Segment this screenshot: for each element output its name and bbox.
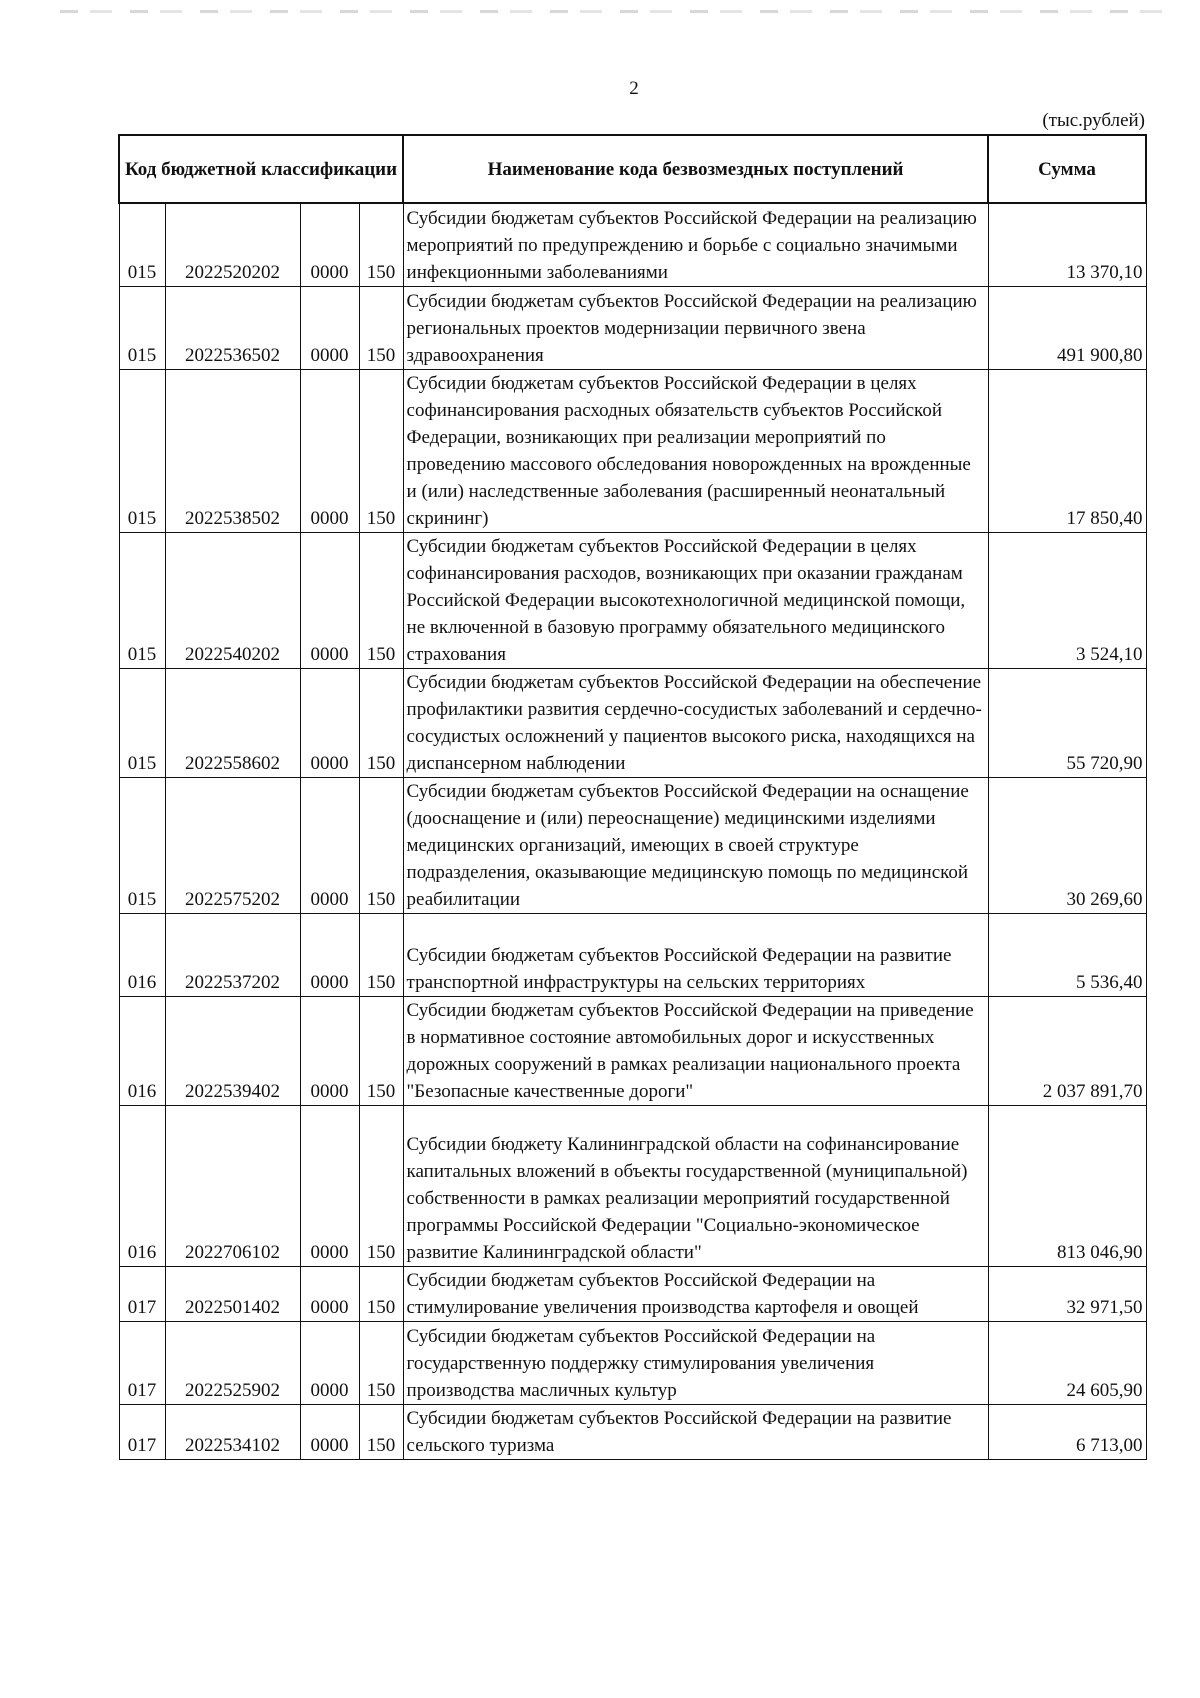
- table-row: [119, 287, 1146, 370]
- program-code: 0000: [300, 1106, 359, 1267]
- table-row: [119, 778, 1146, 914]
- amount: 30 269,60: [988, 778, 1146, 914]
- amount: 3 524,10: [988, 533, 1146, 669]
- program-code: 0000: [300, 1405, 359, 1460]
- type-code: 150: [359, 1405, 403, 1460]
- program-code: 0000: [300, 287, 359, 370]
- table-row: [119, 1267, 1146, 1322]
- program-code: 0000: [300, 533, 359, 669]
- table-header-row: [119, 135, 1146, 203]
- budget-code: 2022540202: [165, 533, 300, 669]
- table-row: [119, 203, 1146, 287]
- admin-code: 017: [119, 1322, 165, 1405]
- amount: 55 720,90: [988, 669, 1146, 778]
- budget-code: 2022575202: [165, 778, 300, 914]
- type-code: 150: [359, 1106, 403, 1267]
- budget-code: 2022537202: [165, 914, 300, 997]
- header-sum: Сумма: [988, 135, 1146, 203]
- admin-code: 015: [119, 778, 165, 914]
- amount: 17 850,40: [988, 370, 1146, 533]
- type-code: 150: [359, 778, 403, 914]
- program-code: 0000: [300, 1267, 359, 1322]
- income-name: Субсидии бюджетам субъектов Российской Федерации на развитие транспортной инфраструктуры на сельских территориях: [403, 914, 988, 997]
- budget-code: 2022520202: [165, 203, 300, 287]
- table-row: [119, 1405, 1146, 1460]
- program-code: 0000: [300, 997, 359, 1106]
- type-code: 150: [359, 914, 403, 997]
- admin-code: 015: [119, 669, 165, 778]
- program-code: 0000: [300, 1322, 359, 1405]
- type-code: 150: [359, 1322, 403, 1405]
- admin-code: 016: [119, 997, 165, 1106]
- admin-code: 016: [119, 914, 165, 997]
- type-code: 150: [359, 203, 403, 287]
- admin-code: 015: [119, 370, 165, 533]
- table-row: [119, 1322, 1146, 1405]
- admin-code: 016: [119, 1106, 165, 1267]
- program-code: 0000: [300, 914, 359, 997]
- type-code: 150: [359, 533, 403, 669]
- admin-code: 017: [119, 1267, 165, 1322]
- budget-code: 2022539402: [165, 997, 300, 1106]
- table-row: [119, 914, 1146, 997]
- type-code: 150: [359, 997, 403, 1106]
- units-label: (тыс.рублей): [1042, 110, 1145, 131]
- amount: 13 370,10: [988, 203, 1146, 287]
- budget-code: 2022536502: [165, 287, 300, 370]
- amount: 491 900,80: [988, 287, 1146, 370]
- type-code: 150: [359, 669, 403, 778]
- table-row: [119, 370, 1146, 533]
- program-code: 0000: [300, 778, 359, 914]
- program-code: 0000: [300, 669, 359, 778]
- budget-code: 2022525902: [165, 1322, 300, 1405]
- amount: 813 046,90: [988, 1106, 1146, 1267]
- amount: 2 037 891,70: [988, 997, 1146, 1106]
- admin-code: 015: [119, 287, 165, 370]
- income-name: Субсидии бюджету Калининградской области на софинансирование капитальных вложений в объекты государственной (муниципальной) собственности в рамках реализации мероприятий государственной программы Российской Федерации "Социально-экономическое развитие Калининградской области": [403, 1106, 988, 1267]
- table-row: [119, 669, 1146, 778]
- amount: 24 605,90: [988, 1322, 1146, 1405]
- scan-artifact-line: [60, 10, 1170, 13]
- budget-code: 2022558602: [165, 669, 300, 778]
- budget-table: [118, 134, 1147, 1460]
- type-code: 150: [359, 1267, 403, 1322]
- income-name: Субсидии бюджетам субъектов Российской Федерации на развитие сельского туризма: [403, 1405, 988, 1460]
- amount: 6 713,00: [988, 1405, 1146, 1460]
- type-code: 150: [359, 287, 403, 370]
- budget-code: 2022534102: [165, 1405, 300, 1460]
- table-row: [119, 997, 1146, 1106]
- amount: 5 536,40: [988, 914, 1146, 997]
- type-code: 150: [359, 370, 403, 533]
- income-name: Субсидии бюджетам субъектов Российской Федерации на государственную поддержку стимулирования увеличения производства масличных культур: [403, 1322, 988, 1405]
- income-name: Субсидии бюджетам субъектов Российской Федерации в целях софинансирования расходных обязательств субъектов Российской Федерации, возникающих при реализации мероприятий по проведению массового обследования новорожденных на врожденные и (или) наследственные заболевания (расширенный неонатальный скрининг): [403, 370, 988, 533]
- admin-code: 017: [119, 1405, 165, 1460]
- income-name: Субсидии бюджетам субъектов Российской Федерации на обеспечение профилактики развития сердечно-сосудистых заболеваний и сердечно-сосудистых осложнений у пациентов высокого риска, находящихся на диспансерном наблюдении: [403, 669, 988, 778]
- table-row: [119, 1106, 1146, 1267]
- admin-code: 015: [119, 203, 165, 287]
- program-code: 0000: [300, 203, 359, 287]
- income-name: Субсидии бюджетам субъектов Российской Федерации на оснащение (дооснащение и (или) переоснащение) медицинскими изделиями медицинских организаций, имеющих в своей структуре подразделения, оказывающие медицинскую помощь по медицинской реабилитации: [403, 778, 988, 914]
- admin-code: 015: [119, 533, 165, 669]
- income-name: Субсидии бюджетам субъектов Российской Федерации в целях софинансирования расходов, возникающих при оказании гражданам Российской Федерации высокотехнологичной медицинской помощи, не включенной в базовую программу обязательного медицинского страхования: [403, 533, 988, 669]
- header-code: Код бюджетной классификации: [119, 135, 403, 203]
- table-row: [119, 533, 1146, 669]
- amount: 32 971,50: [988, 1267, 1146, 1322]
- budget-code: 2022538502: [165, 370, 300, 533]
- income-name: Субсидии бюджетам субъектов Российской Федерации на реализацию мероприятий по предупреждению и борьбе с социально значимыми инфекционными заболеваниями: [403, 203, 988, 287]
- budget-code: 2022706102: [165, 1106, 300, 1267]
- budget-code: 2022501402: [165, 1267, 300, 1322]
- income-name: Субсидии бюджетам субъектов Российской Федерации на реализацию региональных проектов модернизации первичного звена здравоохранения: [403, 287, 988, 370]
- page-number: 2: [629, 78, 639, 99]
- program-code: 0000: [300, 370, 359, 533]
- header-name: Наименование кода безвозмездных поступлений: [403, 135, 988, 203]
- income-name: Субсидии бюджетам субъектов Российской Федерации на приведение в нормативное состояние автомобильных дорог и искусственных дорожных сооружений в рамках реализации национального проекта "Безопасные качественные дороги": [403, 997, 988, 1106]
- income-name: Субсидии бюджетам субъектов Российской Федерации на стимулирование увеличения производства картофеля и овощей: [403, 1267, 988, 1322]
